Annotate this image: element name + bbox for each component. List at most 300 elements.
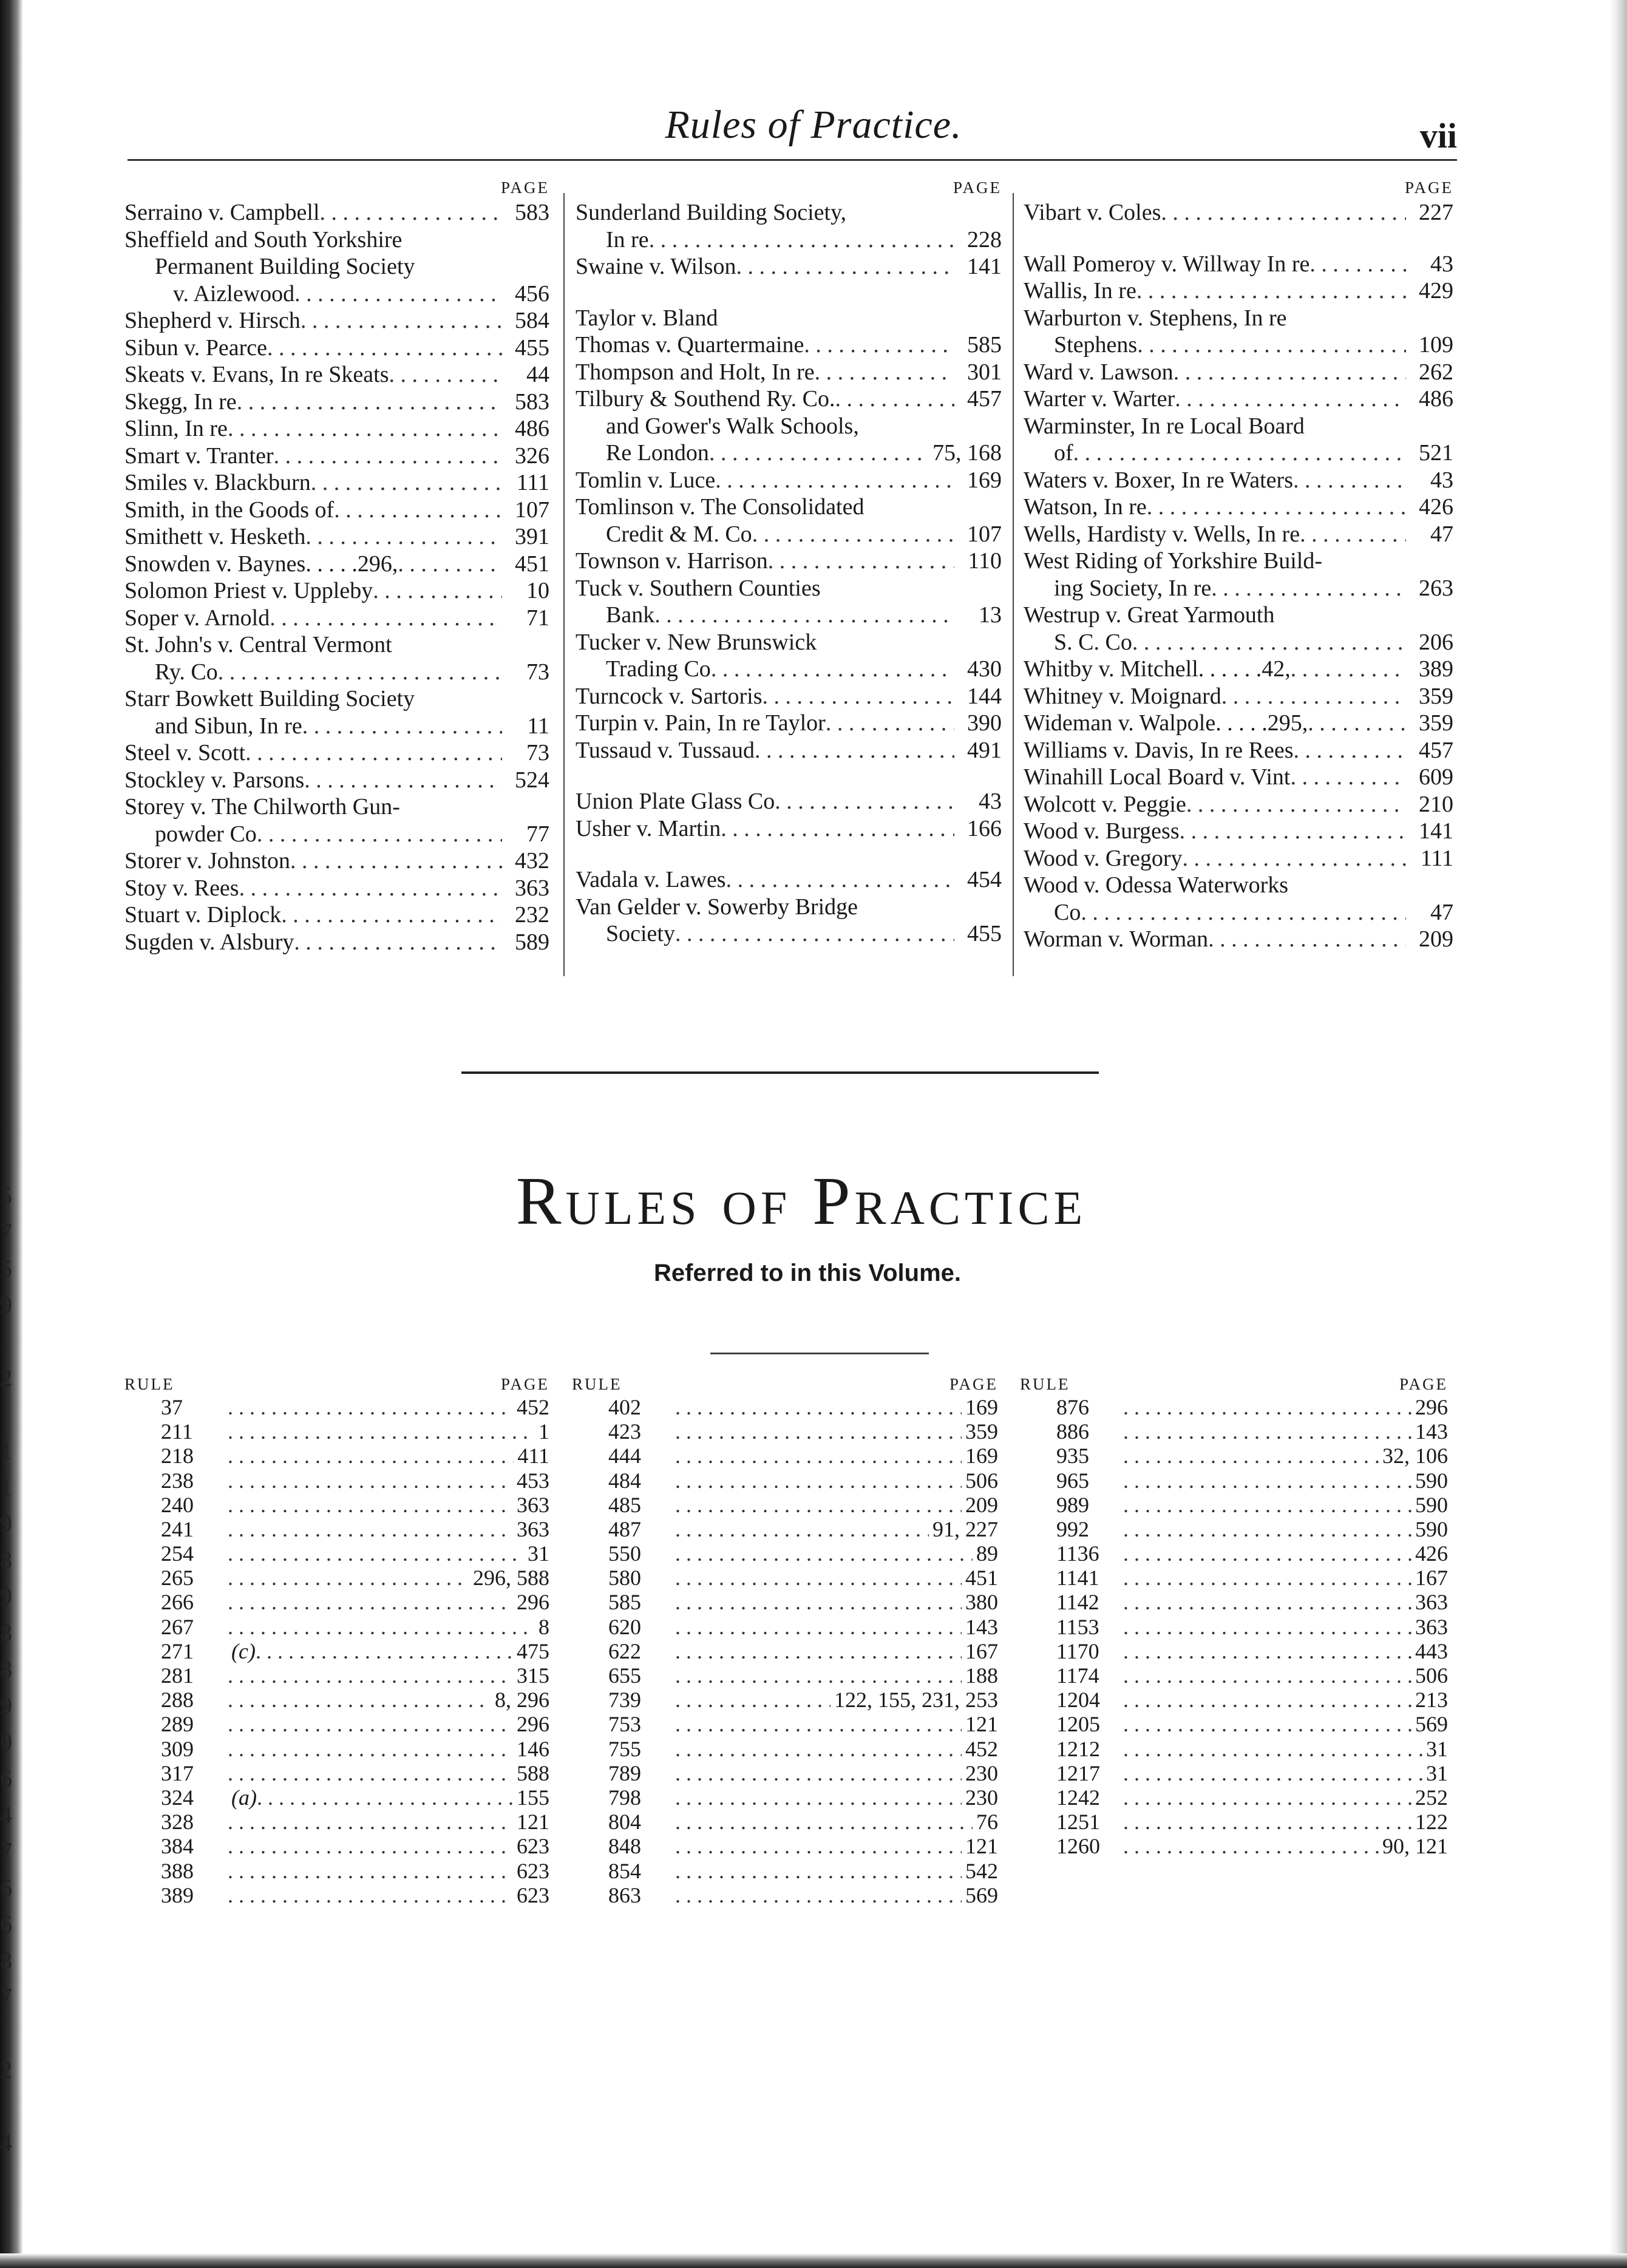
index-entry [576, 521, 1002, 548]
rule-number-text: 266 [161, 1590, 194, 1615]
index-entry [576, 710, 1002, 737]
index-entry [1024, 872, 1453, 899]
index-gap [1024, 226, 1453, 251]
page-references: 623 [517, 1883, 549, 1907]
leader-dots [1123, 1761, 1422, 1785]
leader-dots [1291, 656, 1406, 683]
page-references: 380 [965, 1590, 998, 1615]
rule-entry [1020, 1591, 1448, 1615]
page-number: 73 [526, 659, 549, 685]
rule-number-text: 804 [608, 1810, 641, 1835]
rule-number [124, 1541, 228, 1566]
index-entry [576, 920, 1002, 948]
rule-entry [124, 1883, 549, 1907]
index-entry [124, 361, 549, 389]
leader-dots [752, 521, 954, 548]
page-number: 109 [1419, 332, 1453, 358]
rule-number-text: 384 [161, 1834, 194, 1859]
margin-digit: 1 [0, 1473, 12, 1501]
rule-number [1020, 1834, 1123, 1858]
margin-digit: 2 [0, 2056, 12, 2083]
rule-entry [1020, 1493, 1448, 1517]
case-name: Stockley v. Parsons [124, 767, 305, 793]
case-name: Whitney v. Moignard [1024, 683, 1221, 709]
index-entry [1024, 413, 1453, 440]
leader-dots [715, 467, 954, 494]
leader-dots [675, 1541, 973, 1566]
rule-number [572, 1493, 675, 1517]
index-entry [1024, 331, 1453, 359]
page-number: 107 [967, 521, 1002, 547]
case-name: Turpin v. Pain, In re Taylor [576, 710, 826, 736]
page-number: 589 [515, 929, 549, 955]
rule-entry [1020, 1468, 1448, 1493]
index-entry [124, 605, 549, 632]
index-entry [124, 334, 549, 362]
rule-number-text: 1242 [1056, 1785, 1100, 1810]
leader-dots [675, 1591, 962, 1615]
leader-dots [1123, 1639, 1411, 1663]
rule-number-text: 324 [161, 1785, 194, 1810]
page-number: 209 [1419, 926, 1453, 952]
rule-entry [1020, 1810, 1448, 1834]
case-name: Sugden v. Alsbury [124, 929, 294, 955]
rule-number [124, 1395, 228, 1419]
leader-dots [1136, 277, 1406, 305]
page-number: 11 [527, 713, 549, 739]
index-entry [576, 548, 1002, 575]
index-entry [576, 788, 1002, 815]
rule-number-text: 863 [608, 1883, 641, 1907]
case-name: Warter v. Warter [1024, 386, 1175, 412]
page-number: 13 [979, 602, 1002, 628]
margin-digit [0, 1396, 24, 1433]
rule-entry [572, 1566, 998, 1590]
case-name: Sunderland Building Society, [576, 200, 847, 225]
case-name: Thompson and Holt, In re [576, 359, 815, 385]
case-name: Westrup v. Great Yarmouth [1024, 602, 1275, 628]
rule-number-text: 989 [1056, 1492, 1089, 1517]
rule-entry [124, 1639, 549, 1663]
rule-number [1020, 1810, 1123, 1834]
page-number: 486 [515, 416, 549, 441]
leader-dots [274, 443, 502, 470]
page-number: 10 [526, 578, 549, 603]
leader-dots [675, 1444, 962, 1468]
page-references: 209 [965, 1492, 998, 1517]
rule-number [572, 1883, 675, 1907]
leader-dots [257, 821, 502, 848]
rule-entry [124, 1834, 549, 1858]
leader-dots [649, 226, 954, 254]
rule-number-text: 789 [608, 1760, 641, 1785]
index-entry [124, 443, 549, 470]
leader-dots [675, 1761, 962, 1785]
leader-dots [228, 1688, 491, 1712]
page-references: 475 [517, 1638, 549, 1663]
rule-number [1020, 1785, 1123, 1810]
index-entry [124, 280, 549, 308]
rule-entry [124, 1541, 549, 1566]
rule-number-text: 444 [608, 1444, 641, 1468]
case-name: Smith, in the Goods of [124, 497, 335, 523]
margin-digit: 1 [0, 1437, 12, 1464]
page-number: 47 [1430, 521, 1453, 547]
page-number: 491 [967, 737, 1002, 763]
rule-number-text: 281 [161, 1663, 194, 1688]
page-number: 455 [967, 921, 1002, 946]
section-title: Rules of Practice [515, 1164, 1087, 1239]
page-references: 90, 121 [1382, 1834, 1448, 1859]
leader-dots [1180, 818, 1406, 845]
rule-number-text: 317 [161, 1760, 194, 1785]
margin-digit: 5 [0, 1255, 12, 1282]
leader-dots [1123, 1737, 1422, 1761]
page-references: 363 [1415, 1590, 1448, 1615]
margin-digit: 9 [0, 1291, 12, 1319]
rule-number-text: 484 [608, 1468, 641, 1493]
index-entry [1024, 440, 1453, 467]
page-references: 122 [1415, 1810, 1448, 1835]
page-references: 31 [1426, 1736, 1448, 1761]
page-number: 326 [515, 443, 549, 469]
leader-dots [1182, 845, 1406, 872]
index-entry [124, 199, 549, 226]
index-entry [1024, 385, 1453, 413]
leader-dots [256, 1639, 513, 1663]
leader-dots [1123, 1712, 1411, 1736]
leader-dots [228, 1591, 513, 1615]
rule-number-text: 309 [161, 1736, 194, 1761]
page-references: 143 [965, 1614, 998, 1639]
page-label: PAGE [1399, 1375, 1448, 1393]
leader-dots [389, 361, 503, 389]
rule-entry [124, 1566, 549, 1590]
index-entry [124, 631, 549, 659]
leader-dots [302, 713, 502, 740]
case-name: Smiles v. Blackburn [124, 470, 311, 495]
rule-number [572, 1761, 675, 1785]
leader-dots [228, 1883, 513, 1907]
leader-dots [1123, 1615, 1411, 1639]
page-number: 263 [1419, 575, 1453, 601]
rule-entry [572, 1541, 998, 1566]
page-references: 1 [538, 1419, 549, 1444]
leader-dots [320, 199, 502, 226]
index-entry [124, 793, 549, 821]
leader-dots [1300, 521, 1406, 548]
case-name: Warminster, In re Local Board [1024, 413, 1305, 439]
rule-entry [1020, 1761, 1448, 1785]
case-name: Vadala v. Lawes [576, 867, 726, 892]
leader-dots [675, 920, 954, 948]
page-number: 141 [967, 254, 1002, 279]
page-folio: vii [1419, 116, 1457, 155]
index-entry [124, 469, 549, 497]
page-references: 230 [965, 1785, 998, 1810]
leader-dots [1208, 926, 1406, 953]
index-entry [1024, 710, 1453, 737]
case-name: Tomlinson v. The Consolidated [576, 494, 864, 520]
margin-digit: 7 [0, 1983, 12, 2011]
case-name: powder Co [155, 821, 257, 847]
index-column-1 [124, 176, 549, 956]
leader-dots [1123, 1663, 1411, 1688]
rule-entry [572, 1493, 998, 1517]
index-entry [124, 577, 549, 605]
margin-digit: 9 [0, 1583, 12, 1610]
leader-dots [675, 1615, 962, 1639]
rule-number [572, 1688, 675, 1712]
page-number: 609 [1419, 764, 1453, 790]
rule-number [572, 1395, 675, 1419]
index-entry [1024, 494, 1453, 521]
page-number: 169 [967, 467, 1002, 493]
rule-entry [124, 1468, 549, 1493]
rule-entry [124, 1859, 549, 1883]
leader-dots [228, 1395, 513, 1419]
rule-number-text: 241 [161, 1516, 194, 1541]
leader-dots [1123, 1419, 1411, 1444]
leader-dots [228, 1834, 513, 1858]
case-name: West Riding of Yorkshire Build- [1024, 548, 1323, 574]
index-entry [124, 389, 549, 416]
case-name: Whitby v. Mitchell. . . . . .42, [1024, 656, 1291, 682]
page-references: 506 [1415, 1663, 1448, 1688]
leader-dots [237, 389, 502, 416]
case-name: Trading Co [606, 656, 711, 682]
rule-entry [572, 1712, 998, 1736]
rules-column-1 [124, 1373, 549, 1907]
page-number: 111 [1420, 845, 1453, 871]
rule-number [124, 1591, 228, 1615]
rule-number-text: 1174 [1056, 1663, 1099, 1688]
case-name: Stephens [1054, 332, 1138, 358]
rule-number [1020, 1591, 1123, 1615]
leader-dots [1123, 1834, 1379, 1858]
leader-dots [675, 1883, 962, 1907]
page-label: PAGE [500, 1375, 549, 1393]
rule-number-text: 254 [161, 1541, 194, 1566]
page-number: 47 [1430, 899, 1453, 925]
case-name: Tucker v. New Brunswick [576, 629, 817, 655]
rule-number-text: 848 [608, 1834, 641, 1859]
leader-dots [675, 1419, 962, 1444]
margin-digit: 2 [0, 1364, 12, 1391]
leader-dots [1174, 359, 1406, 386]
page-number: 43 [1430, 251, 1453, 277]
rule-number-text: 289 [161, 1712, 194, 1737]
rule-number-text: 1204 [1056, 1688, 1100, 1713]
page-label: PAGE [949, 1375, 998, 1393]
margin-digit: 7 [0, 1838, 12, 1865]
leader-dots [1123, 1493, 1411, 1517]
leader-dots [675, 1785, 962, 1810]
rule-number-text: 1217 [1056, 1760, 1100, 1785]
case-name: Townson v. Harrison [576, 548, 768, 574]
page-references: 363 [1415, 1614, 1448, 1639]
page-number: 521 [1419, 440, 1453, 466]
page-number: 210 [1419, 791, 1453, 817]
leader-dots [228, 1541, 524, 1566]
page-references: 506 [965, 1468, 998, 1493]
leader-dots [1132, 629, 1406, 656]
scan-shadow-right [1609, 0, 1627, 2268]
page-references: 296 [517, 1712, 549, 1737]
index-entry [1024, 199, 1453, 226]
rule-number [572, 1639, 675, 1663]
rule-number [572, 1444, 675, 1468]
leader-dots [228, 415, 502, 443]
rule-number [1020, 1663, 1123, 1688]
case-name: Warburton v. Stephens, In re [1024, 305, 1287, 331]
leader-dots [675, 1566, 962, 1590]
page-references: 315 [517, 1663, 549, 1688]
rule-number [572, 1541, 675, 1566]
leader-dots [768, 548, 954, 575]
leader-dots [721, 815, 954, 843]
leader-dots [228, 1663, 513, 1688]
rule-entry [572, 1737, 998, 1761]
rule-number [1020, 1615, 1123, 1639]
rule-number [124, 1834, 228, 1858]
rule-number-text: 211 [161, 1419, 193, 1444]
leader-dots [1221, 683, 1406, 710]
rule-number [124, 1615, 228, 1639]
index-entry [1024, 359, 1453, 386]
rule-entry [572, 1639, 998, 1663]
rule-number [124, 1419, 228, 1444]
page-references: 121 [965, 1834, 998, 1859]
rule-entry [124, 1785, 549, 1810]
margin-digit: 9 [0, 1692, 12, 1719]
page-number: 43 [1430, 467, 1453, 493]
rule-number-text: 485 [608, 1492, 641, 1517]
case-name: Bank [606, 602, 655, 628]
rule-entry [124, 1591, 549, 1615]
case-name: Solomon Priest v. Uppleby [124, 578, 373, 603]
page-references: 76 [976, 1810, 998, 1835]
rule-number [572, 1591, 675, 1615]
rule-number-text: 620 [608, 1614, 641, 1639]
margin-digit: 0 [0, 1728, 12, 1756]
margin-digit: 7 [0, 1218, 12, 1246]
page-references: 426 [1415, 1541, 1448, 1566]
page-references: 453 [517, 1468, 549, 1493]
rule-number-text: 585 [608, 1590, 641, 1615]
case-name: Williams v. Davis, In re Rees [1024, 737, 1294, 763]
index-entry [576, 629, 1002, 656]
case-name: Stuart v. Diplock [124, 902, 282, 928]
leader-dots [709, 440, 928, 467]
case-name: Tuck v. Southern Counties [576, 575, 821, 601]
rule-number-text: 992 [1056, 1516, 1089, 1541]
margin-digit: 4 [0, 1801, 12, 1828]
index-entry [124, 253, 549, 280]
index-entry [124, 875, 549, 902]
leader-dots [398, 551, 502, 578]
page-number: 455 [515, 334, 549, 361]
margin-digit: 8 [0, 1546, 12, 1574]
leader-dots [675, 1688, 830, 1712]
page-references: 167 [1415, 1566, 1448, 1591]
rule-number-text: 886 [1056, 1419, 1089, 1444]
page-number: 524 [515, 767, 549, 793]
leader-dots [1161, 199, 1406, 226]
leader-dots [804, 331, 954, 359]
page-number: 391 [515, 524, 549, 549]
index-column-2 [576, 176, 1002, 948]
case-name: Waters v. Boxer, In re Waters [1024, 467, 1293, 493]
index-column-3 [1024, 176, 1453, 953]
rule-number [572, 1834, 675, 1858]
page-references: 32, 106 [1382, 1444, 1448, 1468]
index-entry [1024, 656, 1453, 683]
case-name: Wood v. Odessa Waterworks [1024, 872, 1289, 898]
rule-entry [572, 1395, 998, 1419]
page-number: 73 [526, 740, 549, 766]
leader-dots [675, 1517, 929, 1541]
rule-number-text: 1153 [1056, 1614, 1099, 1639]
case-name: Wall Pomeroy v. Willway In re [1024, 251, 1310, 277]
rule-entry [572, 1834, 998, 1858]
index-entry [1024, 764, 1453, 791]
index-entry [1024, 277, 1453, 305]
case-name: Sheffield and South Yorkshire [124, 226, 403, 253]
rule-entry [1020, 1712, 1448, 1736]
leader-dots [826, 710, 954, 737]
case-name: ing Society, In re [1054, 575, 1212, 601]
case-name: Sibun v. Pearce [124, 334, 267, 361]
leader-dots [373, 577, 502, 605]
index-entry [1024, 548, 1453, 575]
index-entry [576, 602, 1002, 629]
rule-entry [1020, 1688, 1448, 1712]
leader-dots [1308, 710, 1406, 737]
leader-dots [301, 307, 502, 334]
rule-number [124, 1663, 228, 1688]
page-number: 454 [967, 867, 1002, 892]
case-name: Storer v. Johnston [124, 848, 291, 874]
rule-number-text: 271 [161, 1638, 194, 1663]
case-name: Tilbury & Southend Ry. Co. [576, 386, 835, 412]
case-name: Wood v. Gregory [1024, 845, 1183, 871]
page-references: 146 [517, 1736, 549, 1761]
leader-dots [228, 1517, 513, 1541]
rule-number [1020, 1712, 1123, 1736]
case-name: Taylor v. Bland [576, 305, 718, 331]
rule-number [572, 1419, 675, 1444]
margin-digit [0, 2015, 24, 2052]
case-name: Vibart v. Coles [1024, 200, 1161, 225]
leader-dots [1175, 385, 1406, 413]
page-number: 584 [515, 308, 549, 333]
leader-dots [1147, 494, 1406, 521]
leader-dots [1211, 575, 1406, 602]
leader-dots [815, 359, 954, 386]
rule-number [572, 1615, 675, 1639]
index-entry [576, 413, 1002, 440]
case-name: Swaine v. Wilson [576, 254, 736, 279]
leader-dots [1123, 1444, 1379, 1468]
page-number: 457 [1419, 737, 1453, 763]
rule-label: RULE [1020, 1375, 1070, 1393]
page-number: 232 [515, 902, 549, 928]
page-references: 8 [538, 1614, 549, 1639]
page-number: 363 [515, 875, 549, 901]
rule-number [124, 1444, 228, 1468]
leader-dots [1123, 1566, 1411, 1590]
